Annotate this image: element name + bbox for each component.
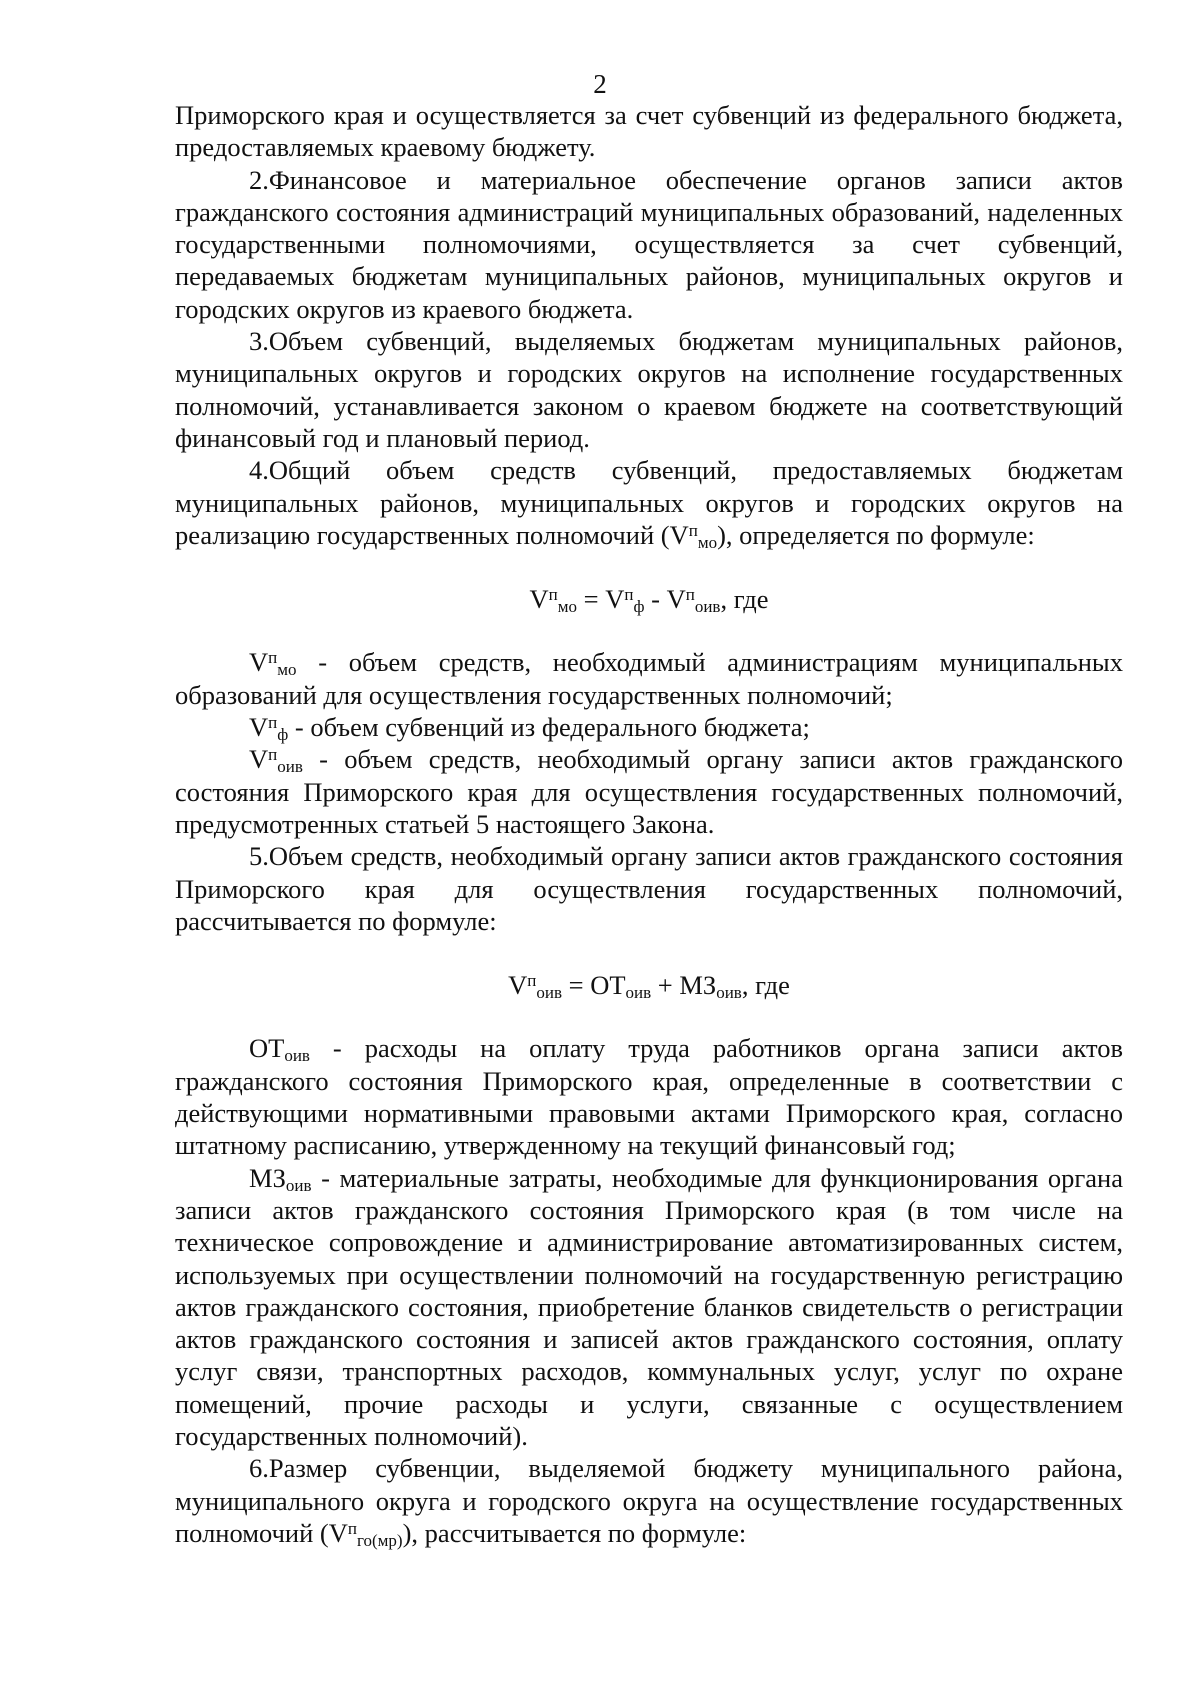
formula-tail: , где xyxy=(720,584,769,615)
def-sup: п xyxy=(268,648,278,668)
formula-sub-oiv: оив xyxy=(625,983,652,1003)
formula-sup: п xyxy=(624,585,634,605)
formula-sup: п xyxy=(527,971,537,991)
symbol-v: V xyxy=(328,1517,348,1548)
def-sup: п xyxy=(268,745,278,765)
formula-sub-oiv: оив xyxy=(716,983,742,1003)
page-number: 2 xyxy=(593,69,607,99)
paragraph-3: 3.Объем субвенций, выделяемых бюджетам муниципальных районов, муниципальных округов и городских округов на исполнение государственных полномочий, устанавливается законом о краевом бюджете на соответствующий финансовый год и плановый период. xyxy=(175,326,1123,453)
def-symbol: V xyxy=(249,647,269,678)
formula-sub-f: ф xyxy=(633,597,645,617)
subscript-go-mr: го(мр) xyxy=(356,1530,403,1550)
formula-sup: п xyxy=(685,585,695,605)
paragraph-6-tail: ), рассчитывается по формуле: xyxy=(402,1517,747,1548)
formula-symbol: V xyxy=(508,970,528,1001)
paragraph-4-text: 4.Общий объем средств субвенций, предоставляемых бюджетам муниципальных районов, муниципальных округов и городских округов на реализацию государственных полномочий ( xyxy=(175,455,1123,550)
formula-sub-mo: мо xyxy=(557,597,578,617)
paragraph-4 xyxy=(175,454,1123,551)
def-symbol: МЗ xyxy=(249,1162,286,1193)
def-symbol: V xyxy=(249,712,269,743)
formula-equals: = xyxy=(562,970,591,1001)
document-body xyxy=(175,99,1123,1549)
def-text: - объем субвенций из федерального бюджета; xyxy=(288,712,810,743)
formula-symbol: V xyxy=(666,584,686,615)
def-text: - материальные затраты, необходимые для функционирования органа записи актов гражданского состояния Приморского края (в том числе на техническое сопровождение и администрирование автоматизированных систем, используемых при осуществлении полномочий на государственную регистрацию актов гражданского состояния, приобретение бланков свидетельств о регистрации актов гражданского состояния и записей актов гражданского состояния, оплату услуг связи, транспортных расходов, коммунальных услуг, услуг по охране помещений, прочие расходы и услуги, связанные с осуществлением государственных полномочий). xyxy=(175,1162,1123,1451)
formula-equals: = xyxy=(577,584,606,615)
def-sub: оив xyxy=(277,757,303,777)
formula-minus: - xyxy=(644,584,667,615)
def-sub: оив xyxy=(284,1046,310,1066)
def-sub: оив xyxy=(285,1175,312,1195)
formula-v-mo xyxy=(175,583,1123,615)
formula-symbol: V xyxy=(605,584,625,615)
paragraph-5: 5.Объем средств, необходимый органу записи актов гражданского состояния Приморского края для осуществления государственных полномочий, рассчитывается по формуле: xyxy=(175,841,1123,936)
definition-v-f xyxy=(175,711,1123,743)
formula-mz: МЗ xyxy=(679,970,717,1001)
paragraph-intro: Приморского края и осуществляется за счет субвенций из федерального бюджета, предоставляемых краевому бюджету. xyxy=(175,100,1123,163)
paragraph-6 xyxy=(175,1452,1123,1549)
def-sub: ф xyxy=(277,725,289,745)
superscript-p: п xyxy=(347,1518,357,1538)
def-text: - расходы на оплату труда работников органа записи актов гражданского состояния Приморского края, определенные в соответствии с действующими нормативными правовыми актами Приморского края, согласно штатному расписанию, утвержденному на текущий финансовый год; xyxy=(175,1033,1123,1161)
paragraph-4-tail: ), определяется по формуле: xyxy=(717,519,1035,550)
formula-sup: п xyxy=(548,585,558,605)
subscript-mo: мо xyxy=(697,532,718,552)
formula-sub-oiv: оив xyxy=(694,597,721,617)
formula-v-oiv xyxy=(175,969,1123,1001)
def-symbol: ОТ xyxy=(249,1033,285,1064)
definition-v-mo xyxy=(175,646,1123,711)
symbol-v: V xyxy=(669,519,689,550)
def-text: - объем средств, необходимый органу записи актов гражданского состояния Приморского края для осуществления государственных полномочий, предусмотренных статьей 5 настоящего Закона. xyxy=(175,744,1123,839)
def-symbol: V xyxy=(249,744,269,775)
def-text: - объем средств, необходимый администрациям муниципальных образований для осуществления государственных полномочий; xyxy=(175,647,1123,710)
paragraph-2: 2.Финансовое и материальное обеспечение органов записи актов гражданского состояния администраций муниципальных образований, наделенных государственными полномочиями, осуществляется за счет субвенций, передаваемых бюджетам муниципальных районов, муниципальных округов и городских округов из краевого бюджета. xyxy=(175,164,1123,324)
formula-plus: + xyxy=(651,970,680,1001)
formula-symbol: V xyxy=(529,584,549,615)
formula-sub-oiv: оив xyxy=(536,983,562,1003)
def-sub: мо xyxy=(277,660,297,680)
formula-tail: , где xyxy=(741,970,790,1001)
def-sup: п xyxy=(268,713,278,733)
paragraph-6-text: 6.Размер субвенции, выделяемой бюджету муниципального района, муниципального округа и городского округа на осуществление государственных полномочий ( xyxy=(175,1453,1123,1548)
definition-v-oiv xyxy=(175,743,1123,840)
formula-ot: ОТ xyxy=(590,970,626,1001)
definition-ot xyxy=(175,1032,1123,1161)
superscript-p: п xyxy=(688,520,698,540)
definition-mz xyxy=(175,1162,1123,1453)
